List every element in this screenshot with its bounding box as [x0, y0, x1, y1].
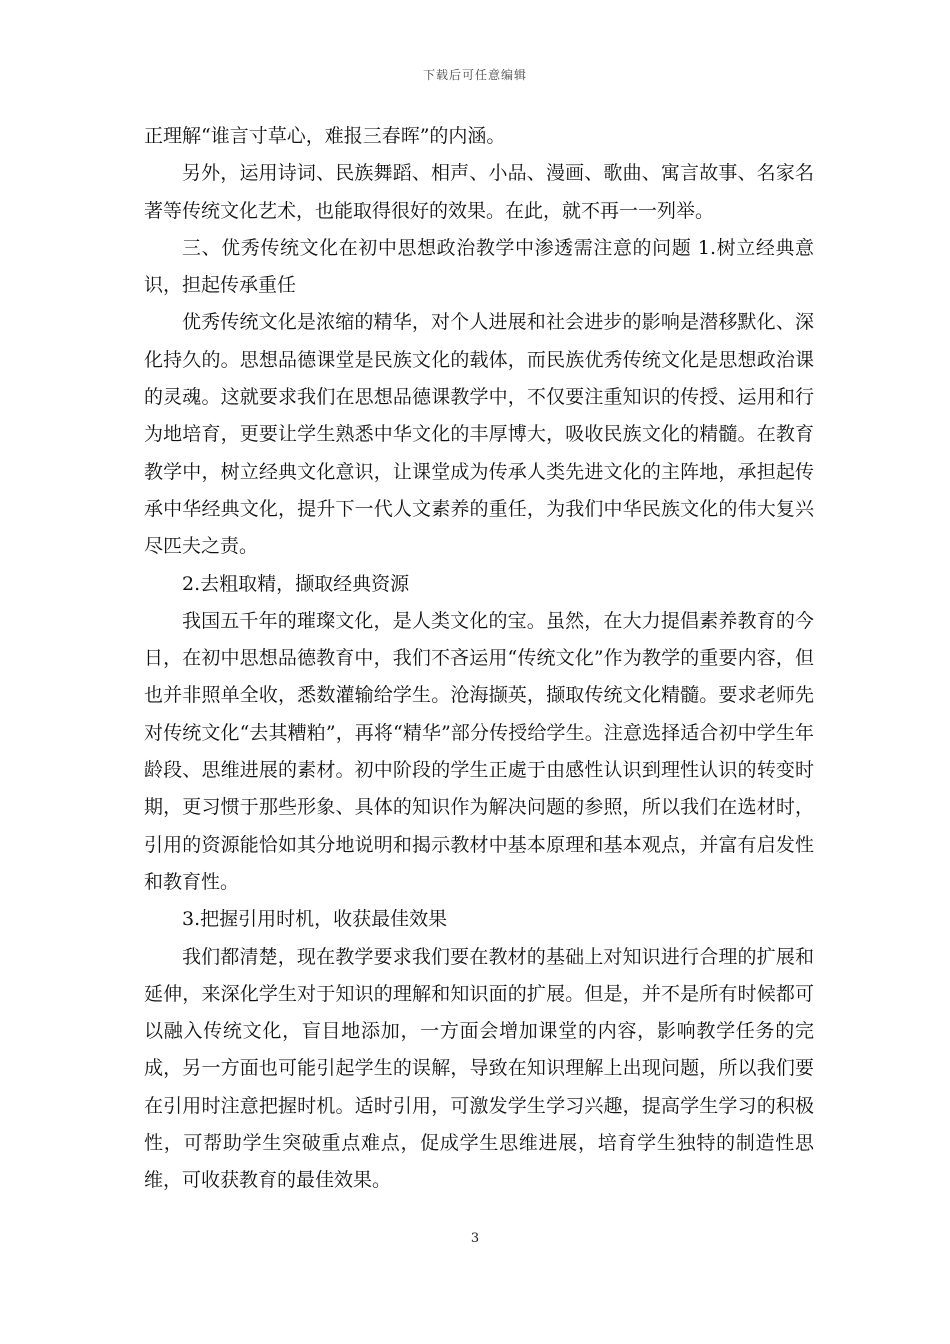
document-body — [144, 118, 814, 1200]
section-heading-3: 三、优秀传统文化在初中思想政治教学中渗透需注意的问题 1.树立经典意识，担起传承重任 — [144, 236, 814, 297]
paragraph-other-arts: 另外，运用诗词、民族舞蹈、相声、小品、漫画、歌曲、寓言故事、名家名著等传统文化艺术，也能取得很好的效果。在此，就不再一一列举。 — [144, 162, 814, 222]
paragraph-timing: 我们都清楚，现在教学要求我们要在教材的基础上对知识进行合理的扩展和延伸，来深化学生对于知识的理解和知识面的扩展。但是，并不是所有时候都可以融入传统文化，盲目地添加，一方面会增加课堂的内容，影响教学任务的完成，另一方面也可能引起学生的误解，导致在知识理解上出现问题，所以我们要在引用时注意把握时机。适时引用，可激发学生学习兴趣，提高学生学习的积极性，可帮助学生突破重点难点，促成学生思维进展，培育学生独特的制造性思维，可收获教育的最佳效果。 — [144, 945, 814, 1192]
paragraph-classic-awareness: 优秀传统文化是浓缩的精华，对个人进展和社会进步的影响是潜移默化、深化持久的。思想品德课堂是民族文化的载体，而民族优秀传统文化是思想政治课的灵魂。这就要求我们在思想品德课教学中，不仅要注重知识的传授、运用和行为地培育，更要让学生熟悉中华文化的丰厚博大，吸收民族文化的精髓。在教育教学中，树立经典文化意识，让课堂成为传承人类先进文化的主阵地，承担起传承中华经典文化，提升下一代人文素养的重任，为我们中华民族文化的伟大复兴尽匹夫之责。 — [144, 311, 814, 558]
subheading-3: 3.把握引用时机，收获最佳效果 — [182, 908, 448, 931]
subheading-2: 2.去粗取精，撷取经典资源 — [182, 572, 410, 595]
page-number: 3 — [470, 1231, 480, 1246]
page-header: 下载后可任意编辑 — [422, 68, 527, 82]
paragraph-select-resources: 我国五千年的璀璨文化，是人类文化的宝。虽然，在大力提倡素养教育的今日，在初中思想品德教育中，我们不吝运用“传统文化”作为教学的重要内容，但也并非照单全收，悉数灌输给学生。沧海撷英，撷取传统文化精髓。要求老师先对传统文化“去其糟粕”，再将“精华”部分传授给学生。注意选择适合初中学生年龄段、思维进展的素材。初中阶段的学生正處于由感性认识到理性认识的转变时期，更习惯于那些形象、具体的知识作为解决问题的参照，所以我们在选材时，引用的资源能恰如其分地说明和揭示教材中基本原理和基本观点，并富有启发性和教育性。 — [144, 609, 814, 893]
paragraph-continuation: 正理解“谁言寸草心，难报三春晖”的内涵。 — [144, 125, 506, 147]
